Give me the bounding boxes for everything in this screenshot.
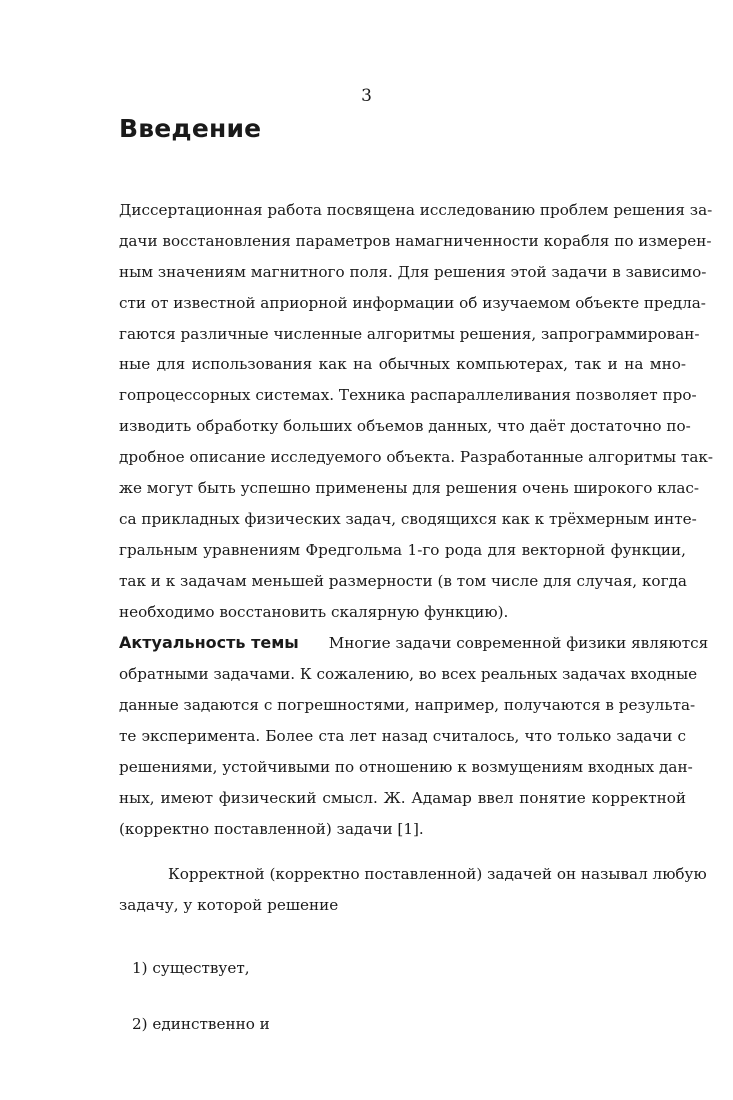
definition-line: Корректной (корректно поставленной) задачей он называл любую [168,865,707,883]
intro-line: Диссертационная работа посвящена исследованию проблем решения за- [119,201,713,219]
page-number: 3 [361,86,372,106]
section-heading: Актуальность темы [119,633,299,652]
intro-line: так и к задачам меньшей размерности (в том числе для случая, когда [119,572,687,590]
condition-item: 1) существует, [132,959,250,977]
intro-line: же могут быть успешно применены для решения очень широкого клас- [119,479,700,497]
intro-line: гаются различные численные алгоритмы решения, запрограммирован- [119,325,700,343]
definition-line: задачу, у которой решение [119,896,339,914]
relevance-line: решениями, устойчивыми по отношению к возмущениям входных дан- [119,758,693,776]
relevance-line-text: Многие задачи современной физики являются [328,634,709,652]
relevance-line: (корректно поставленной) задачи [1]. [119,820,424,838]
relevance-line: ных, имеют физический смысл. Ж. Адамар ввел понятие корректной [119,789,686,807]
intro-line: гральным уравнениям Фредгольма 1-го рода для векторной функции, [119,541,686,559]
intro-line: сти от известной априорной информации об изучаемом объекте предла- [119,294,706,312]
intro-line: ным значениям магнитного поля. Для решения этой задачи в зависимо- [119,263,707,281]
condition-item: 2) единственно и [132,1015,270,1033]
relevance-line: данные задаются с погрешностями, например, получаются в результа- [119,696,696,714]
intro-line: дробное описание исследуемого объекта. Разработанные алгоритмы так- [119,448,714,466]
relevance-line: обратными задачами. К сожалению, во всех реальных задачах входные [119,665,698,683]
intro-line: дачи восстановления параметров намагниченности корабля по измерен- [119,232,712,250]
chapter-title: Введение [119,114,262,143]
intro-line: гопроцессорных системах. Техника распараллеливания позволяет про- [119,386,697,404]
relevance-first-line [119,629,709,657]
intro-line: са прикладных физических задач, сводящихся как к трёхмерным инте- [119,510,697,528]
relevance-line: те эксперимента. Более ста лет назад считалось, что только задачи с [119,727,686,745]
intro-line: изводить обработку больших объемов данных, что даёт достаточно по- [119,417,691,435]
intro-line: ные для использования как на обычных компьютерах, так и на мно- [119,355,686,373]
intro-line: необходимо восстановить скалярную функцию). [119,603,509,621]
